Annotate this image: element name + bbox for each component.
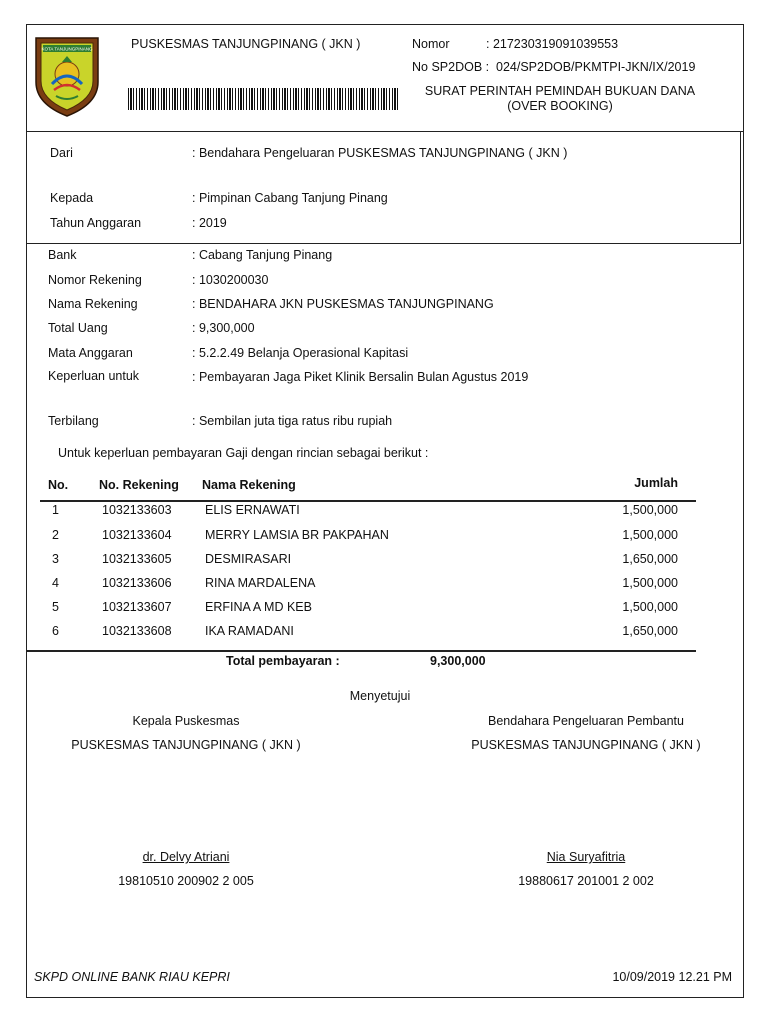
cell-nama: DESMIRASARI <box>205 552 292 566</box>
cell-nama: IKA RAMADANI <box>205 624 294 638</box>
col-header-rekening: No. Rekening <box>99 478 179 492</box>
kepada-label: Kepada <box>50 191 94 205</box>
cell-rekening: 1032133605 <box>102 552 172 566</box>
cell-no: 5 <box>52 600 59 614</box>
sp2dob-value: 024/SP2DOB/PKMTPI-JKN/IX/2019 <box>496 60 696 74</box>
right-signer-nip: 19880617 201001 2 002 <box>518 874 654 888</box>
left-signer-org: PUSKESMAS TANJUNGPINANG ( JKN ) <box>71 738 301 752</box>
cell-jumlah: 1,500,000 <box>622 576 678 590</box>
terbilang-value: : Sembilan juta tiga ratus ribu rupiah <box>192 414 393 428</box>
left-signer-name: dr. Delvy Atriani <box>142 850 230 864</box>
nomor-rekening-value: : 1030200030 <box>192 273 269 287</box>
cell-no: 6 <box>52 624 59 638</box>
mata-anggaran-label: Mata Anggaran <box>48 346 133 360</box>
total-pembayaran-value: 9,300,000 <box>430 654 486 668</box>
keperluan-value: : Pembayaran Jaga Piket Klinik Bersalin Bulan Agustus 2019 <box>192 370 529 384</box>
table-header-divider <box>40 500 696 502</box>
sp2dob-label: No SP2DOB : <box>412 60 490 74</box>
right-signer-org: PUSKESMAS TANJUNGPINANG ( JKN ) <box>471 738 701 752</box>
cell-no: 1 <box>52 503 59 517</box>
footer-source: SKPD ONLINE BANK RIAU KEPRI <box>34 970 230 984</box>
footer-timestamp: 10/09/2019 12.21 PM <box>612 970 732 984</box>
bank-value: : Cabang Tanjung Pinang <box>192 248 333 262</box>
nama-rekening-value: : BENDAHARA JKN PUSKESMAS TANJUNGPINANG <box>192 297 494 311</box>
info-divider <box>26 243 740 244</box>
header-divider <box>26 131 744 132</box>
nomor-value: : 217230319091039553 <box>486 37 619 51</box>
dari-label: Dari <box>50 146 73 160</box>
total-uang-label: Total Uang <box>48 321 108 335</box>
left-signer-role: Kepala Puskesmas <box>132 714 240 728</box>
cell-rekening: 1032133608 <box>102 624 172 638</box>
keperluan-label: Keperluan untuk <box>48 369 140 383</box>
nomor-rekening-label: Nomor Rekening <box>48 273 142 287</box>
cell-rekening: 1032133606 <box>102 576 172 590</box>
mata-anggaran-value: : 5.2.2.49 Belanja Operasional Kapitasi <box>192 346 409 360</box>
city-emblem-logo <box>32 32 102 120</box>
nomor-label: Nomor <box>412 37 450 51</box>
cell-nama: ELIS ERNAWATI <box>205 503 300 517</box>
tahun-anggaran-value: : 2019 <box>192 216 227 230</box>
institution-name: PUSKESMAS TANJUNGPINANG ( JKN ) <box>131 37 361 51</box>
kepada-value: : Pimpinan Cabang Tanjung Pinang <box>192 191 388 205</box>
cell-rekening: 1032133604 <box>102 528 172 542</box>
rincian-intro: Untuk keperluan pembayaran Gaji dengan rincian sebagai berikut : <box>58 446 429 460</box>
approval-label: Menyetujui <box>349 689 411 703</box>
cell-nama: RINA MARDALENA <box>205 576 316 590</box>
document-title-line2: (OVER BOOKING) <box>507 99 613 113</box>
cell-no: 3 <box>52 552 59 566</box>
col-header-nama: Nama Rekening <box>202 478 296 492</box>
total-pembayaran-label: Total pembayaran : <box>226 654 340 668</box>
table-footer-divider <box>26 650 696 652</box>
cell-no: 4 <box>52 576 59 590</box>
nama-rekening-label: Nama Rekening <box>48 297 138 311</box>
col-header-jumlah: Jumlah <box>634 476 678 490</box>
terbilang-label: Terbilang <box>48 414 99 428</box>
dari-value: : Bendahara Pengeluaran PUSKESMAS TANJUNGPINANG ( JKN ) <box>192 146 568 160</box>
bank-label: Bank <box>48 248 77 262</box>
col-header-no: No. <box>48 478 69 492</box>
cell-nama: MERRY LAMSIA BR PAKPAHAN <box>205 528 389 542</box>
barcode <box>128 88 400 110</box>
cell-nama: ERFINA A MD KEB <box>205 600 312 614</box>
cell-no: 2 <box>52 528 59 542</box>
logo-text: KOTA TANJUNGPINANG <box>41 46 93 52</box>
cell-rekening: 1032133603 <box>102 503 172 517</box>
right-signer-name: Nia Suryafitria <box>546 850 626 864</box>
right-signer-role: Bendahara Pengeluaran Pembantu <box>488 714 684 728</box>
cell-rekening: 1032133607 <box>102 600 172 614</box>
info-right-border <box>740 131 741 244</box>
cell-jumlah: 1,650,000 <box>622 624 678 638</box>
total-uang-value: : 9,300,000 <box>192 321 255 335</box>
document-title-line1: SURAT PERINTAH PEMINDAH BUKUAN DANA <box>424 84 696 98</box>
cell-jumlah: 1,650,000 <box>622 552 678 566</box>
cell-jumlah: 1,500,000 <box>622 600 678 614</box>
cell-jumlah: 1,500,000 <box>622 503 678 517</box>
left-signer-nip: 19810510 200902 2 005 <box>118 874 254 888</box>
cell-jumlah: 1,500,000 <box>622 528 678 542</box>
tahun-anggaran-label: Tahun Anggaran <box>50 216 142 230</box>
